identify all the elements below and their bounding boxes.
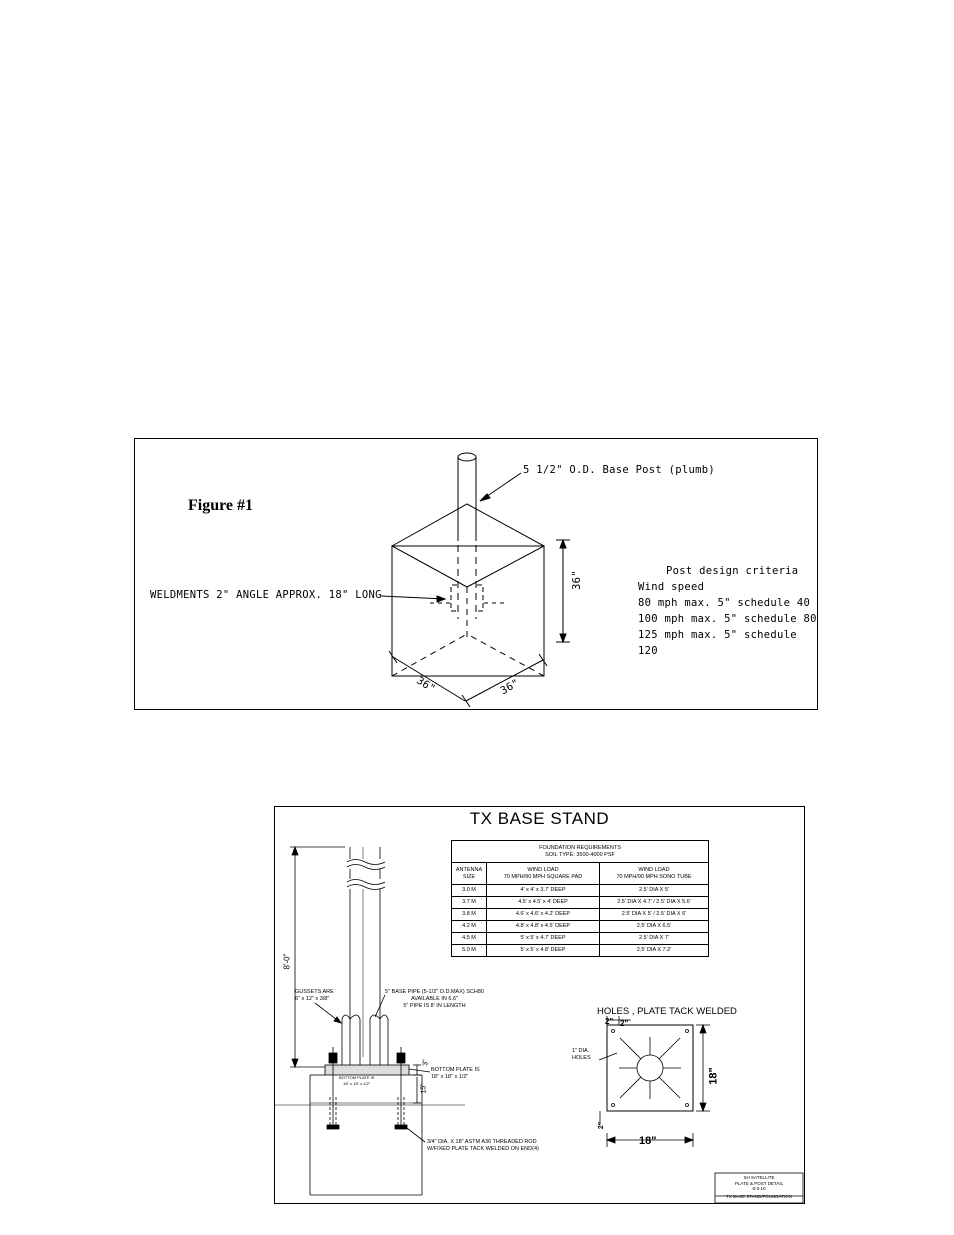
table-cell: 4.2 M [452, 921, 487, 933]
col-header-line: ANTENNA [455, 867, 483, 873]
table-cell: 2.5' DIA X 7' [600, 933, 709, 945]
table-title-line: SOIL TYPE: 3500-4000 PSF [545, 851, 615, 858]
note-line: 18" x 18" x 1/2" [343, 1081, 371, 1086]
criteria-row: 100 mph max. 5" schedule 80 [638, 613, 817, 625]
width-dimension-right: 36" [498, 676, 522, 698]
note-line: W/FIXED PLATE TACK WELDED ON END(4) [427, 1146, 539, 1152]
bottom-plate-note-right [431, 1067, 480, 1081]
note-line: 5" BASE PIPE (5-1/2" O.D.MAX) SCH80 [385, 989, 484, 995]
table-cell: 2.5' DIA X 6.5' [600, 921, 709, 933]
dimension-2in-c: 2" [598, 1121, 606, 1130]
criteria-subheading: Wind speed [638, 581, 705, 593]
title-block-line: 8-3-10 [752, 1186, 766, 1191]
tx-base-stand-title: TX BASE STAND [469, 809, 610, 828]
title-block-line: SH SATELLITE [743, 1175, 775, 1180]
dimension-15in: 15" [420, 1083, 428, 1094]
table-title-line: FOUNDATION REQUIREMENTS [539, 845, 621, 851]
table-cell: 4.5' x 4.5' x 4' DEEP [487, 897, 600, 909]
col-header-line: SIZE [462, 873, 476, 880]
plate-height-dimension: 18" [707, 1067, 720, 1085]
table-cell: 3.8 M [452, 909, 487, 921]
note-line: BOTTOM PLATE IS [431, 1067, 480, 1073]
table-cell: 4.6' x 4.6' x 4.2' DEEP [487, 909, 600, 921]
note-line: AVAILABLE IN 6.6" [410, 996, 458, 1002]
figure-1-title: Figure #1 [188, 497, 254, 514]
table-cell: 5' x 5' x 4.8' DEEP [487, 945, 600, 957]
post-label: 5 1/2" O.D. Base Post (plumb) [523, 464, 716, 476]
col-header-line: 70 MPH/90 MPH SQUARE PAD [503, 873, 583, 880]
table-cell: 5.0 M [452, 945, 487, 957]
width-dimension-left: 36" [414, 674, 438, 696]
base-pipe [347, 847, 385, 1065]
table-cell: 5' x 5' x 4.7' DEEP [487, 933, 600, 945]
plate-width-dimension: 18" [639, 1135, 657, 1147]
weldments-label: WELDMENTS 2" ANGLE APPROX. 18" LONG [150, 589, 382, 601]
threaded-rod-note [427, 1139, 539, 1153]
bottom-plate [325, 1065, 409, 1075]
base-post [458, 453, 476, 619]
height-dimension: 36" [570, 570, 583, 590]
gussets-note [295, 989, 334, 1003]
table-cell: 4.8' x 4.8' x 4.5' DEEP [487, 921, 600, 933]
note-line: 1" DIA. [572, 1048, 590, 1054]
table-cell: 2.5' DIA X 5' [600, 885, 709, 897]
dimension-3in: 3" [422, 1059, 430, 1066]
table-cell: 2.5' DIA X 4.7' / 2.5' DIA X 5.6' [600, 897, 709, 909]
bottom-plate-note-center [339, 1075, 374, 1087]
post-design-criteria [638, 563, 817, 659]
note-line: 18" x 18" x 1/2" [431, 1074, 469, 1080]
note-line: 6" x 12" x 3/8" [295, 996, 330, 1002]
table-cell: 4.5 M [452, 933, 487, 945]
anchor-plate-plan [607, 1025, 693, 1111]
note-line: 5" PIPE IS 8' IN LENGTH [403, 1003, 466, 1009]
table-cell: 2.5' DIA X 5' / 2.5' DIA X 6' [600, 909, 709, 921]
title-block-line: TX BASE STAND/FOUNDATION [726, 1193, 792, 1199]
title-block-text [715, 1175, 803, 1199]
note-line: HOLES [572, 1055, 591, 1061]
note-line: 3/4" DIA. X 18" ASTM A36 THREADED ROD [427, 1139, 537, 1145]
note-line: GUSSETS ARE [295, 989, 334, 995]
note-line: BOTTOM PLATE IS [339, 1075, 375, 1080]
base-pipe-note [385, 989, 484, 1010]
figure-1-panel [134, 438, 818, 710]
col-header-line: WIND LOAD [527, 867, 559, 873]
anchor-rods [327, 1047, 407, 1129]
dimension-2in-b: 2" [620, 1019, 629, 1028]
criteria-row: 125 mph max. 5" schedule 120 [638, 629, 797, 657]
col-header-line: 70 MPH/90 MPH SONO TUBE [616, 873, 692, 880]
col-header-line: WIND LOAD [638, 867, 670, 873]
tx-base-stand-panel [274, 806, 805, 1204]
pipe-height-dimension: 8'-0" [282, 953, 292, 970]
table-cell: 4' x 4' x 3.7' DEEP [487, 885, 600, 897]
criteria-heading: Post design criteria [666, 565, 799, 577]
holes-title: HOLES , PLATE TACK WELDED [597, 1006, 737, 1017]
title-block-line: PLATE & POST DETAIL [734, 1180, 784, 1186]
holes-note [572, 1048, 591, 1062]
table-cell: 2.5' DIA X 7.2' [600, 945, 709, 957]
table-cell: 3.7 M [452, 897, 487, 909]
dimension-2in-a: 2" [605, 1017, 614, 1026]
foundation-cube-front [392, 546, 544, 676]
foundation-outline [275, 1075, 465, 1195]
table-cell: 3.0 M [452, 885, 487, 897]
gussets [342, 1015, 388, 1065]
criteria-row: 80 mph max. 5" schedule 40 [638, 597, 811, 609]
